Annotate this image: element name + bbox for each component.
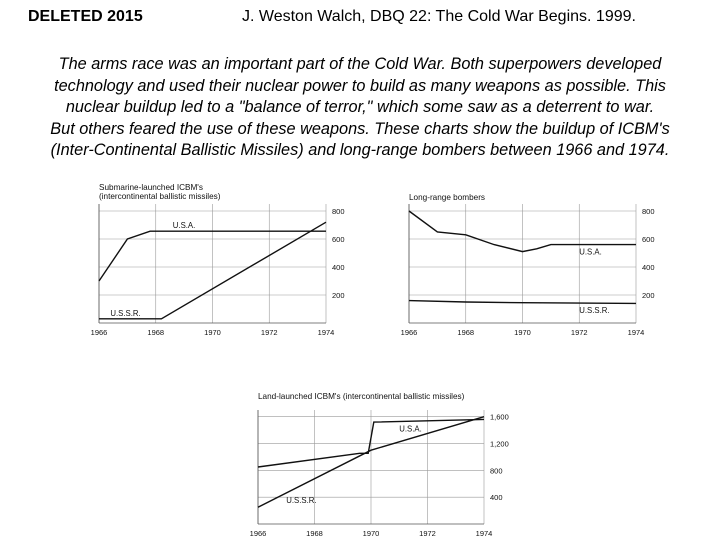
chart-title: Long-range bombers	[409, 193, 486, 202]
x-tick-label: 1968	[147, 328, 165, 337]
x-tick-label: 1968	[306, 529, 323, 538]
series-label: U.S.A.	[579, 247, 602, 257]
x-tick-label: 1966	[90, 328, 108, 337]
x-tick-label: 1966	[249, 529, 267, 538]
deleted-label: DELETED 2015	[28, 8, 143, 25]
long-range-bombers-chart	[392, 186, 668, 338]
y-tick-label: 1,200	[490, 439, 509, 449]
intro-paragraph	[0, 54, 720, 162]
y-tick-label: 600	[332, 235, 345, 244]
chart-title: Submarine-launched ICBM's	[99, 183, 203, 192]
x-tick-label: 1970	[362, 529, 380, 538]
y-tick-label: 600	[642, 235, 655, 244]
x-tick-label: 1970	[514, 328, 531, 337]
y-tick-label: 200	[332, 291, 345, 300]
y-tick-label: 1,600	[490, 412, 509, 422]
x-tick-label: 1974	[627, 328, 645, 337]
chart-subtitle: (intercontinental ballistic missiles)	[99, 192, 221, 201]
x-tick-label: 1972	[260, 328, 278, 337]
intro-line: (Inter-Continental Ballistic Missiles) and long-range bombers between 1966 and 1974.	[50, 141, 670, 159]
x-tick-label: 1972	[419, 529, 436, 538]
y-tick-label: 800	[490, 466, 503, 476]
intro-line: nuclear buildup led to a "balance of terror," which some saw as a deterrent to war.	[65, 98, 655, 116]
series-label: U.S.S.R.	[286, 495, 317, 505]
intro-line: technology and used their nuclear power to build as many weapons as possible. This	[54, 76, 666, 95]
series-label: U.S.S.R.	[110, 308, 141, 318]
x-tick-label: 1972	[570, 328, 588, 337]
y-tick-label: 800	[332, 207, 345, 216]
citation: J. Weston Walch, DBQ 22: The Cold War Begins. 1999.	[242, 8, 636, 25]
y-tick-label: 400	[332, 263, 345, 272]
y-tick-label: 400	[490, 493, 503, 503]
x-tick-label: 1974	[475, 529, 493, 538]
y-tick-label: 200	[642, 291, 655, 300]
series-label: U.S.A.	[399, 424, 422, 434]
intro-line: But others feared the use of these weapons. These charts show the buildup of ICBM's	[50, 119, 670, 138]
intro-line: The arms race was an important part of the Cold War. Both superpowers developed	[58, 55, 662, 73]
x-tick-label: 1974	[317, 328, 335, 337]
x-tick-label: 1968	[457, 328, 475, 337]
x-tick-label: 1970	[204, 328, 221, 337]
submarine-icbm-chart	[84, 183, 360, 338]
chart-title: Land-launched ICBM's (intercontinental ballistic missiles)	[258, 392, 465, 401]
y-tick-label: 400	[642, 263, 655, 272]
y-tick-label: 800	[642, 207, 655, 216]
x-tick-label: 1966	[400, 328, 418, 337]
land-icbm-chart	[244, 388, 520, 538]
series-label: U.S.S.R.	[579, 306, 610, 316]
series-label: U.S.A.	[172, 221, 196, 231]
